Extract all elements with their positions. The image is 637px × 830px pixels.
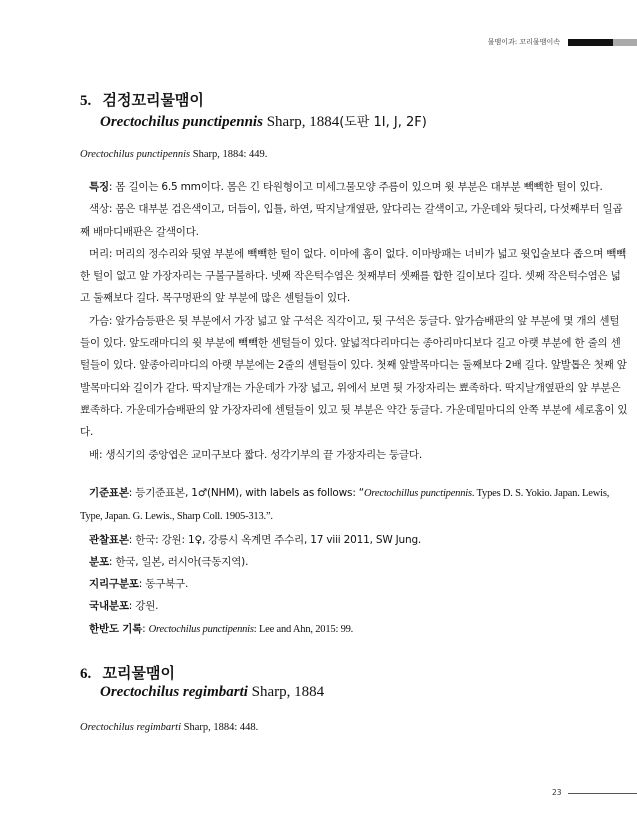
citation-rest: Sharp, 1884: 448. [183,722,259,733]
type-text-2: . Types D. S. Yokio. Japan. Lewis, Type, Japan. G. Lewis., Sharp Coll. 1905-313.”. [80,488,610,523]
species-5-scientific-name [100,111,427,131]
zoogeography-text: : 동구북구. [138,578,189,591]
head-paragraph: 머리: 머리의 정수리와 뒷옆 부분에 빽빽한 털이 없다. 이마에 홈이 없다. 이마방패는 너비가 넓고 윗입술보다 좁으며 빽빽한 털이 없고 앞 가장자리는 구불구불하다. 넷째 작은턱수염은 첫째부터 셋째를 합한 길이보다 길다. 셋째 작은턱수염은 넓고 둘째보다 길다. 목구멍판의 앞 부분에 많은 센털들이 있다. [80,247,627,305]
species-5-heading [80,89,204,110]
distribution [80,551,628,573]
distribution-text: : 한국, 일본, 러시아(극동지역). [108,555,249,568]
record-label: 한반도 기록 [89,622,143,635]
feature-paragraph [80,176,628,198]
species-5-description [80,176,628,466]
page-number: 23 [552,788,562,797]
distribution-label: 분포 [89,555,109,568]
domestic-text: : 강원. [128,600,159,613]
type-text-1: : 등기준표본, 1♂(NHM), with labels as follows: “ [128,487,365,499]
zoogeography [80,573,628,595]
examined-label: 관찰표본 [89,533,129,546]
sci-author: Sharp, 1884 [266,114,340,130]
zoogeography-label: 지리구분포 [89,578,139,591]
type-italic: Orectochillus punctipennis [364,488,472,499]
korean-record [80,618,628,641]
species-6-heading [80,662,175,683]
domestic-label: 국내분포 [89,600,129,613]
species-number: 5. [80,93,92,109]
sci-name: Orectochilus regimbarti [100,684,248,700]
species-korean-name: 검정꼬리물맴이 [102,91,204,109]
examined-specimen [80,529,628,551]
feature-label: 특징 [89,181,109,193]
type-label: 기준표본 [89,487,129,499]
sci-name: Orectochilus punctipennis [100,114,263,130]
species-6-scientific-name [100,684,324,701]
species-korean-name: 꼬리물맴이 [102,664,175,682]
species-number: 6. [80,666,92,682]
examined-text: : 한국: 강원: 1♀, 강릉시 옥계면 주수리, 17 viii 2011, SW Jung. [128,533,422,546]
color-paragraph: 색상: 몸은 대부분 검은색이고, 더듬이, 입틀, 하연, 딱지날개옆판, 앞다리는 갈색이고, 가운데와 뒷다리, 다섯째부터 일곱째 배마디배판은 갈색이다. [80,203,623,238]
thorax-paragraph: 가슴: 앞가슴등판은 뒷 부분에서 가장 넓고 앞 구석은 직각이고, 뒷 구석은 둥글다. 앞가슴배판의 앞 부분에 몇 개의 센털들이 있다. 앞도래마디의 윗 부분에 빽빽한 센털들이 있다. 앞넓적다리마디는 종아리마디보다 길고 아랫 부분에 한 줄의 센털들이 있다. 앞종아리마디의 아랫 부분에는 2줄의 센털들이 있다. 첫째 앞발목마디는 둘째보다 2배 길다. 앞발톱은 첫째 앞발목마디와 길이가 같다. 딱지날개는 가운데가 가장 넓고, 위에서 보면 뒷 가장자리는 뾰족하다. 딱지날개옆판의 앞 부분은 뾰족하다. 가운데가슴배판의 앞 가장자리에 센털들이 있고 뒷 부분은 약간 둥글다. 가운데밑마디의 안쪽 부분에 세로홈이 있다. [80,314,628,439]
domestic-distribution [80,595,628,617]
running-header [488,37,637,47]
abdomen-paragraph: 배: 생식기의 중앙엽은 교미구보다 짧다. 성각기부의 끝 가장자리는 둥글다. [89,448,423,461]
running-title: 물맴이과: 꼬리물맴이속 [487,38,560,46]
species-6-citation [80,722,258,733]
record-text: : Lee and Ahn, 2015: 99. [253,623,354,635]
plate-ref: (도판 1I, J, 2F) [339,115,427,130]
sci-author: Sharp, 1884 [251,684,325,700]
species-5-citation [80,149,267,160]
citation-name: Orectochilus regimbarti [80,722,182,733]
footer-rule [568,793,637,794]
feature-text: : 몸 길이는 6.5 mm이다. 몸은 긴 타원형이고 미세그물모양 주름이 있으며 윗 부분은 대부분 빽빽한 털이 있다. [108,181,603,193]
citation-name: Orectochilus punctipennis [80,149,191,160]
type-specimen [80,482,628,529]
header-bar-gray [613,39,637,46]
record-sep: : [142,622,149,635]
header-bar-black [568,39,613,46]
record-italic: Orectochilus punctipennis [148,623,254,635]
species-5-records [80,482,628,641]
citation-rest: Sharp, 1884: 449. [192,149,268,160]
